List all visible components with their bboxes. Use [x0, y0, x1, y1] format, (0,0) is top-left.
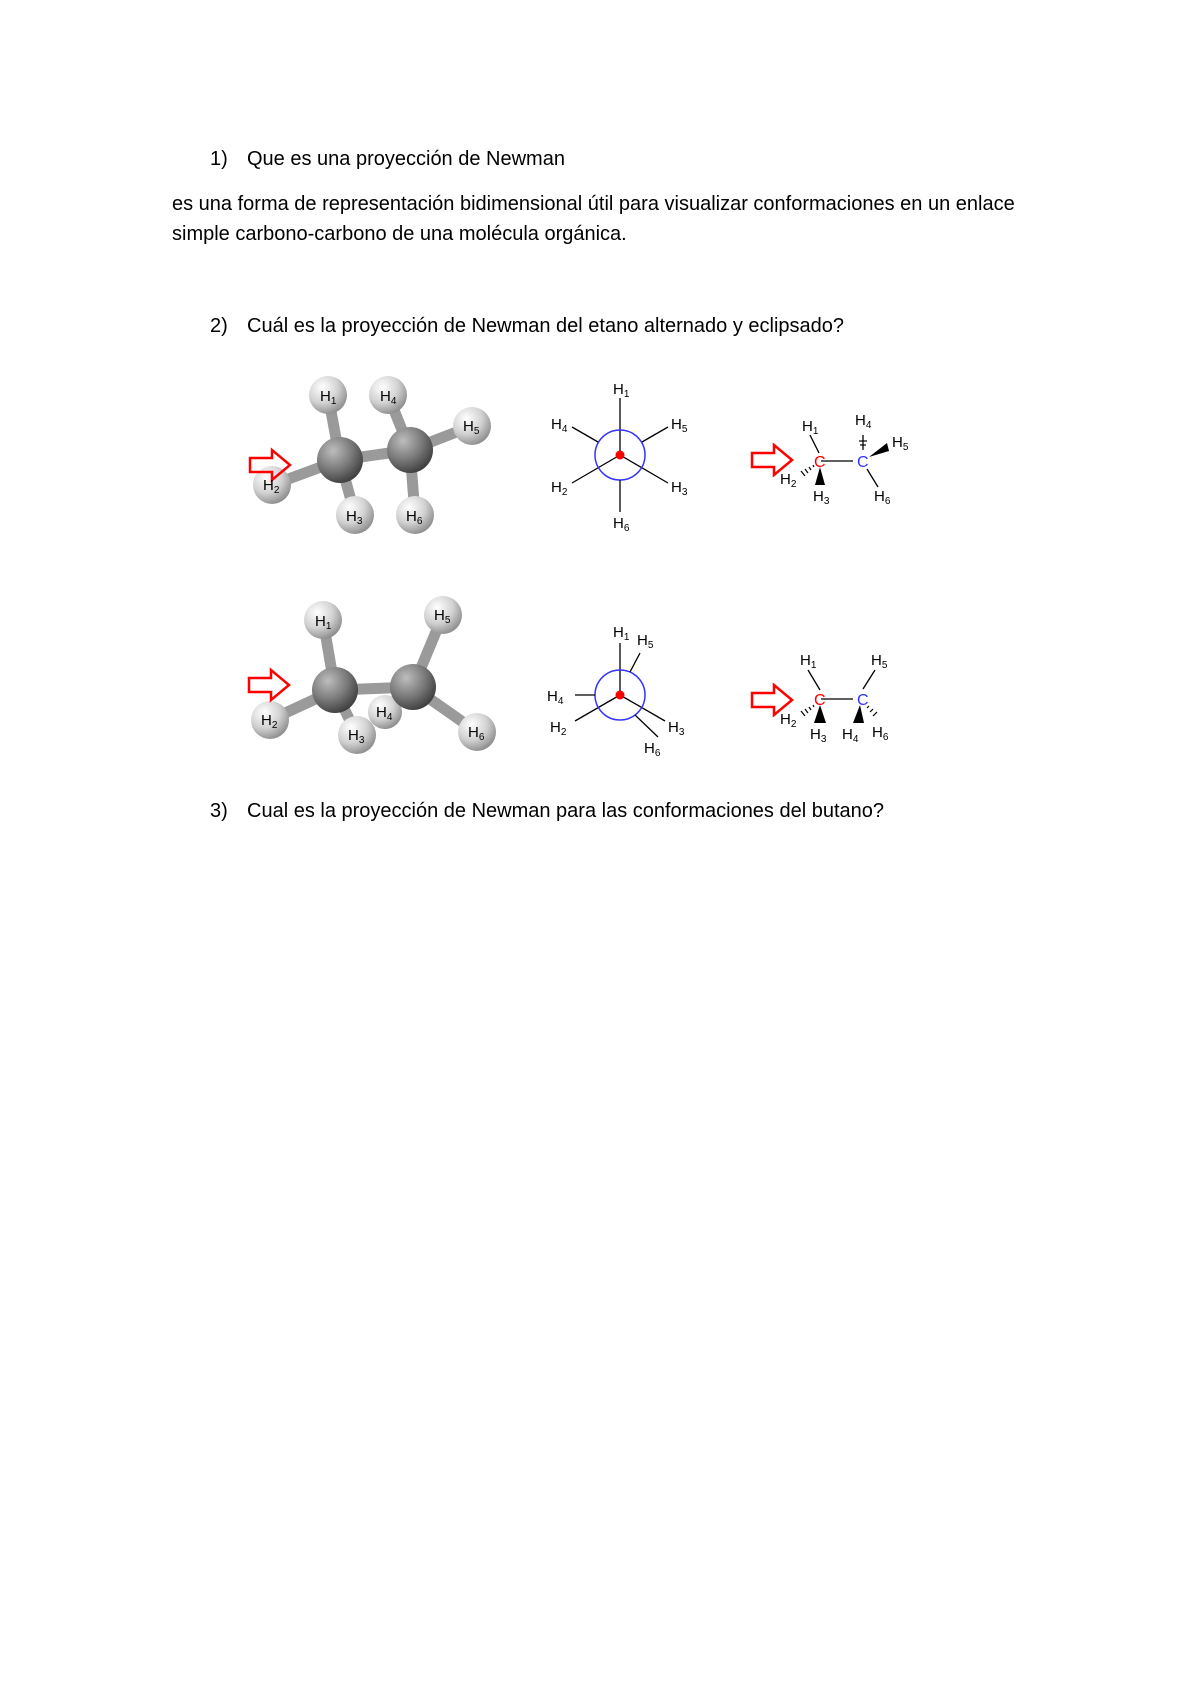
- carbon-back: [387, 427, 433, 473]
- label-h5: $H_5$: [892, 434, 909, 453]
- label-h1: $H_1$: [613, 624, 630, 643]
- ball-stick-staggered-figure: [240, 370, 510, 550]
- hashed-bond: [801, 465, 814, 476]
- bonds: [272, 395, 472, 515]
- wedge-bond-back: [869, 443, 889, 457]
- label-h1: $H_1$: [315, 613, 332, 632]
- label-h2: $H_2$: [780, 471, 797, 490]
- question-3: [210, 800, 884, 823]
- hashed-bond: [801, 705, 814, 716]
- label-h3: $H_3$: [671, 479, 688, 498]
- wedge-staggered-figure: [750, 405, 930, 515]
- label-h1: $H_1$: [613, 381, 630, 400]
- question-text: Cuál es la proyección de Newman del etano alternado y eclipsado?: [247, 315, 845, 337]
- label-h2: $H_2$: [551, 479, 568, 498]
- label-h2: $H_2$: [263, 477, 280, 496]
- question-number: 3): [210, 800, 228, 822]
- wedge-eclipsed-figure: [750, 645, 930, 755]
- label-h4: $H_4$: [551, 416, 568, 435]
- label-h6: $H_6$: [468, 724, 485, 743]
- label-h3: $H_3$: [346, 508, 363, 527]
- label-h5: $H_5$: [871, 652, 888, 671]
- label-h6: $H_6$: [872, 724, 889, 743]
- label-h4: $H_4$: [855, 412, 872, 431]
- label-h5: $H_5$: [671, 416, 688, 435]
- back-carbon-label: C: [857, 454, 869, 471]
- label-h2: $H_2$: [780, 711, 797, 730]
- question-text: Que es una proyección de Newman: [247, 148, 565, 170]
- front-bonds: [572, 398, 668, 483]
- label-h2: $H_2$: [261, 712, 278, 731]
- label-h4: $H_4$: [376, 704, 393, 723]
- question-text: Cual es la proyección de Newman para las conformaciones del butano?: [247, 800, 885, 822]
- front-carbon-dot: [616, 691, 625, 700]
- label-h6: $H_6$: [874, 488, 891, 507]
- newman-eclipsed-figure: [540, 615, 700, 765]
- label-h3: $H_3$: [668, 719, 685, 738]
- back-carbon-label: C: [857, 692, 869, 709]
- label-h3: $H_3$: [813, 488, 830, 507]
- answer-1: es una forma de representación bidimensional útil para visualizar conformaciones en un enlace simple carbono-carbono de una molécula orgánica.: [172, 193, 1015, 245]
- newman-staggered-figure: [545, 380, 695, 540]
- question-number: 1): [210, 148, 228, 170]
- label-h1: $H_1$: [320, 388, 337, 407]
- carbon-front: [317, 437, 363, 483]
- label-h1: $H_1$: [802, 418, 819, 437]
- front-carbon-dot: [616, 451, 625, 460]
- label-h4: $H_4$: [547, 688, 564, 707]
- carbon-back: [390, 664, 436, 710]
- label-h5: $H_5$: [637, 632, 654, 651]
- front-carbon-label: C: [814, 692, 826, 709]
- carbon-front: [312, 667, 358, 713]
- front-bonds: [575, 643, 665, 721]
- label-h1: $H_1$: [800, 652, 817, 671]
- question-number: 2): [210, 315, 228, 337]
- label-h6: $H_6$: [613, 515, 630, 534]
- label-h6: $H_6$: [406, 508, 423, 527]
- question-1: [210, 148, 565, 171]
- label-h3: $H_3$: [810, 726, 827, 745]
- label-h5: $H_5$: [463, 418, 480, 437]
- label-h6: $H_6$: [644, 740, 661, 759]
- front-carbon-label: C: [814, 454, 826, 471]
- label-h2: $H_2$: [550, 719, 567, 738]
- label-h4: $H_4$: [842, 726, 859, 745]
- label-h3: $H_3$: [348, 727, 365, 746]
- label-h4: $H_4$: [380, 388, 397, 407]
- ball-stick-eclipsed-figure: [245, 590, 525, 770]
- label-h5: $H_5$: [434, 607, 451, 626]
- question-2: [210, 315, 844, 338]
- viewing-arrow-icon: [249, 670, 289, 700]
